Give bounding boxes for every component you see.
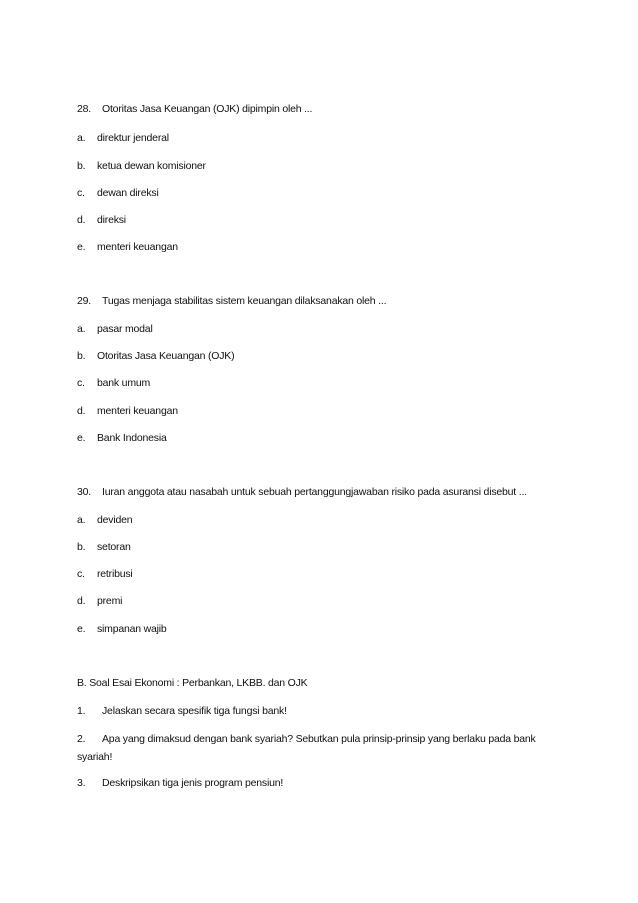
option-letter: d.: [77, 595, 86, 607]
option-text: Bank Indonesia: [97, 432, 167, 444]
option-letter: c.: [77, 377, 85, 389]
essay-text: Deskripsikan tiga jenis program pensiun!: [102, 777, 284, 789]
option-item: [77, 131, 169, 145]
option-text: deviden: [97, 514, 133, 526]
option-text: menteri keuangan: [97, 241, 178, 253]
question-text: Tugas menjaga stabilitas sistem keuangan dilaksanakan oleh ...: [102, 295, 387, 307]
option-letter: e.: [77, 623, 86, 635]
option-text: ketua dewan komisioner: [97, 160, 206, 172]
option-text: bank umum: [97, 377, 151, 389]
essay-item: [77, 730, 557, 766]
option-text: premi: [97, 595, 123, 607]
option-text: direktur jenderal: [97, 132, 169, 144]
essay-heading: B. Soal Esai Ekonomi : Perbankan, LKBB. dan OJK: [77, 677, 308, 689]
essay-text: Jelaskan secara spesifik tiga fungsi bank!: [102, 705, 287, 717]
option-item: [77, 240, 178, 254]
question-29: [77, 294, 386, 308]
option-letter: a.: [77, 323, 86, 335]
option-text: dewan direksi: [97, 187, 159, 199]
option-text: pasar modal: [97, 323, 153, 335]
option-letter: b.: [77, 160, 86, 172]
option-item: [77, 159, 206, 173]
essay-number: 2.: [77, 733, 86, 745]
essay-item: [77, 704, 287, 718]
question-text: Iuran anggota atau nasabah untuk sebuah pertanggungjawaban risiko pada asuransi disebut ...: [102, 486, 527, 498]
question-number: 30.: [77, 486, 91, 498]
option-item: [77, 431, 167, 445]
essay-number: 3.: [77, 777, 86, 789]
option-text: direksi: [97, 214, 126, 226]
option-letter: e.: [77, 432, 86, 444]
option-letter: b.: [77, 541, 86, 553]
option-item: [77, 540, 131, 554]
option-item: [77, 622, 167, 636]
essay-number: 1.: [77, 705, 86, 717]
essay-text: Apa yang dimaksud dengan bank syariah? Sebutkan pula prinsip-prinsip yang berlaku pada bank syariah!: [77, 733, 536, 763]
option-letter: d.: [77, 214, 86, 226]
option-letter: c.: [77, 568, 85, 580]
option-letter: b.: [77, 350, 86, 362]
essay-item: [77, 776, 283, 790]
option-item: [77, 513, 132, 527]
question-number: 28.: [77, 103, 91, 115]
question-text: Otoritas Jasa Keuangan (OJK) dipimpin oleh ...: [102, 103, 313, 115]
option-text: setoran: [97, 541, 131, 553]
option-text: menteri keuangan: [97, 405, 178, 417]
option-item: [77, 213, 126, 227]
option-item: [77, 322, 153, 336]
option-item: [77, 404, 178, 418]
option-item: [77, 186, 159, 200]
question-30: [77, 485, 527, 499]
option-letter: a.: [77, 514, 86, 526]
option-letter: a.: [77, 132, 86, 144]
option-letter: e.: [77, 241, 86, 253]
option-letter: d.: [77, 405, 86, 417]
option-text: retribusi: [97, 568, 133, 580]
option-text: simpanan wajib: [97, 623, 167, 635]
option-item: [77, 376, 150, 390]
option-item: [77, 349, 234, 363]
question-28: [77, 102, 312, 116]
option-letter: c.: [77, 187, 85, 199]
option-item: [77, 567, 133, 581]
option-text: Otoritas Jasa Keuangan (OJK): [97, 350, 235, 362]
question-number: 29.: [77, 295, 91, 307]
option-item: [77, 594, 122, 608]
